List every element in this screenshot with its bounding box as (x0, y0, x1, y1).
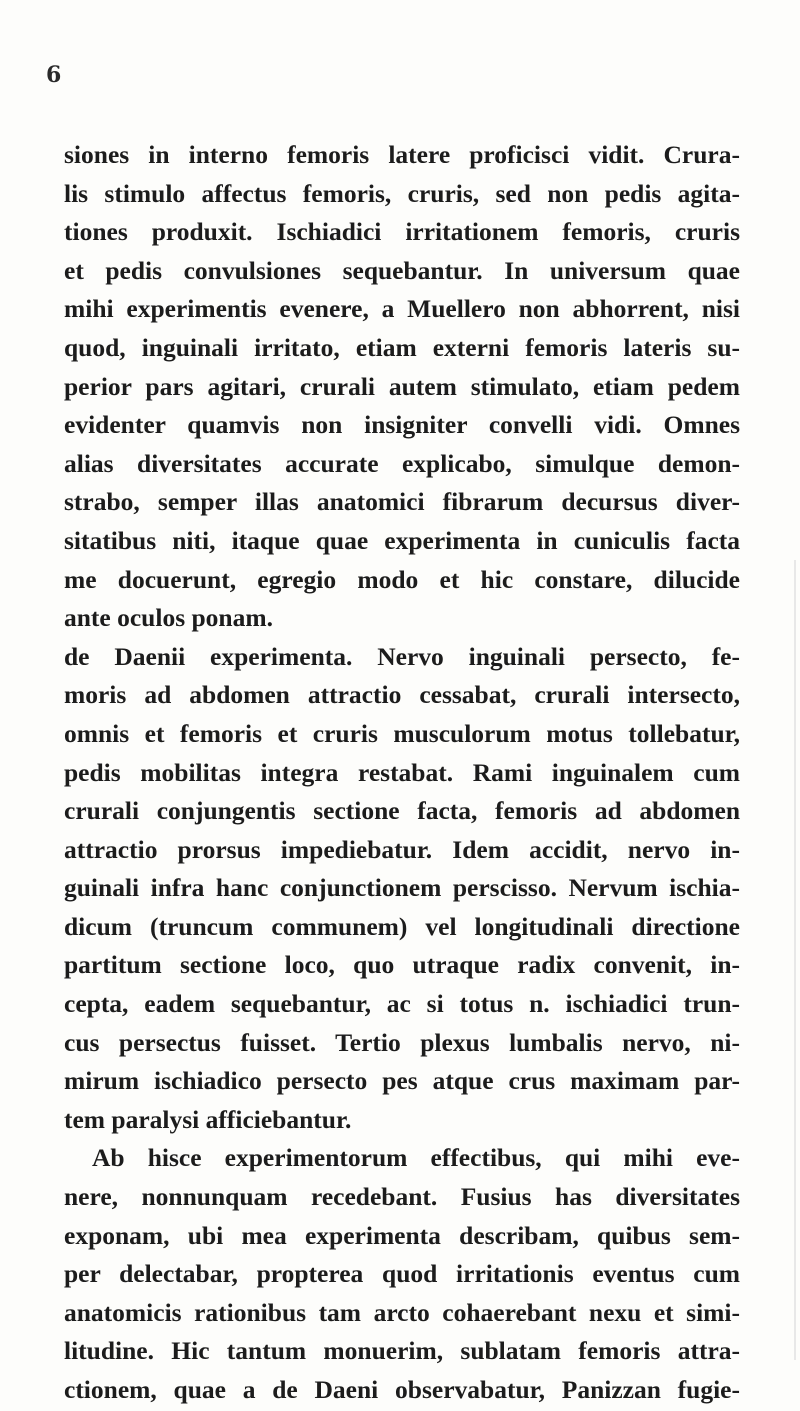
text-line: partitum sectione loco, quo utraque radix convenit, in- (64, 950, 740, 980)
text-line: attractio prorsus impediebatur. Idem accidit, nervo in- (64, 834, 740, 864)
text-line: dicum (truncum communem) vel longitudinali directione (64, 911, 740, 941)
text-line: Ab hisce experimentorum effectibus, qui mihi eve- (92, 1143, 740, 1173)
text-line: cepta, eadem sequebantur, ac si totus n. ischiadici trun- (64, 989, 740, 1019)
text-line: sitatibus niti, itaque quae experimenta in cuniculis facta (64, 525, 740, 555)
text-line: pedis mobilitas integra restabat. Rami inguinalem cum (64, 757, 740, 787)
page-edge-shadow (794, 560, 796, 1360)
text-line: tiones produxit. Ischiadici irritationem femoris, cruris (64, 217, 740, 247)
text-line: me docuerunt, egregio modo et hic constare, dilucide (64, 564, 740, 594)
text-line: et pedis convulsiones sequebantur. In universum quae (64, 255, 740, 285)
text-line: mihi experimentis evenere, a Muellero non abhorrent, nisi (64, 294, 740, 324)
text-line: moris ad abdomen attractio cessabat, crurali intersecto, (64, 680, 740, 710)
text-line: siones in interno femoris latere proficisci vidit. Crura- (64, 140, 740, 169)
text-line: mirum ischiadico persecto pes atque crus maximam par- (64, 1066, 740, 1096)
text-line: perior pars agitari, crurali autem stimulato, etiam pedem (64, 371, 740, 401)
text-line: anatomicis rationibus tam arcto cohaerebant nexu et simi- (64, 1297, 740, 1327)
text-line: nere, nonnunquam recedebant. Fusius has diversitates (64, 1182, 740, 1212)
text-line: de Daenii experimenta. Nervo inguinali persecto, fe- (64, 641, 740, 671)
text-line: quod, inguinali irritato, etiam externi femoris lateris su- (64, 332, 740, 362)
text-line: crurali conjungentis sectione facta, femoris ad abdomen (64, 796, 740, 826)
text-line: lis stimulo affectus femoris, cruris, sed non pedis agita- (64, 178, 740, 208)
text-line: omnis et femoris et cruris musculorum motus tollebatur, (64, 718, 740, 748)
text-line: tem paralysi afficiebantur. (64, 1104, 352, 1134)
text-line: alias diversitates accurate explicabo, simulque demon- (64, 448, 740, 478)
text-line: litudine. Hic tantum monuerim, sublatam femoris attra- (64, 1336, 740, 1366)
text-line: per delectabar, propterea quod irritationis eventus cum (64, 1259, 740, 1289)
text-line: exponam, ubi mea experimenta describam, quibus sem- (64, 1220, 740, 1250)
page-number: 6 (46, 62, 62, 88)
text-line: strabo, semper illas anatomici fibrarum decursus diver- (64, 487, 740, 517)
body-text (64, 136, 740, 1410)
text-line: guinali infra hanc conjunctionem perscisso. Nervum ischia- (64, 873, 740, 903)
text-line: ctionem, quae a de Daeni observabatur, Panizzan fugie- (64, 1375, 740, 1404)
text-line: ante oculos ponam. (64, 603, 273, 633)
text-line: evidenter quamvis non insigniter convelli vidi. Omnes (64, 410, 740, 440)
text-line: cus persectus fuisset. Tertio plexus lumbalis nervo, ni- (64, 1027, 740, 1057)
